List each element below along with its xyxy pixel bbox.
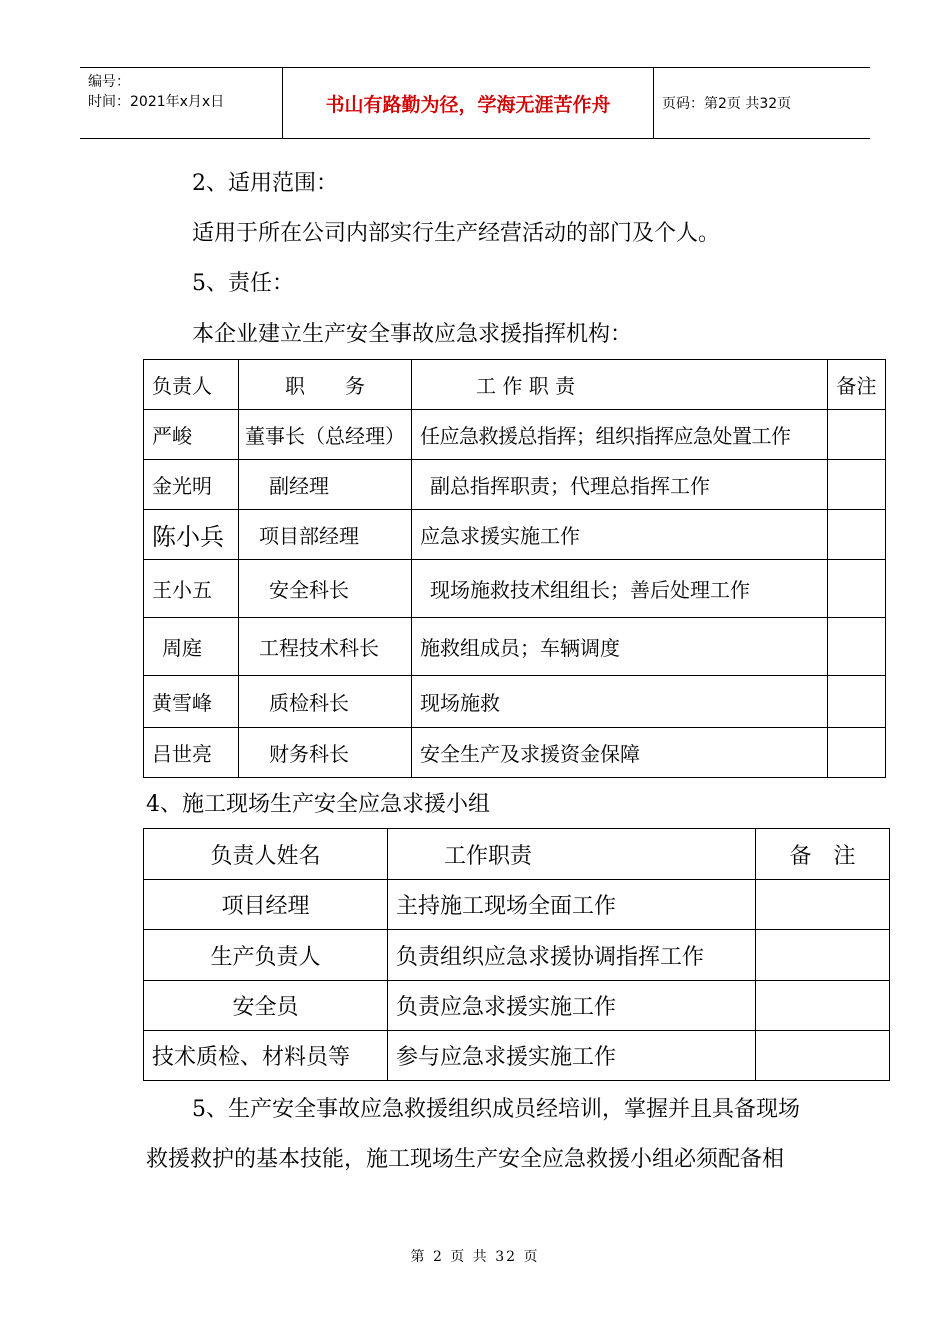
table-row — [144, 728, 886, 778]
table-cell: 副经理 — [239, 460, 412, 510]
table-cell: 吕世亮 — [144, 728, 239, 778]
table-cell: 施救组成员；车辆调度 — [412, 618, 828, 676]
table-cell — [828, 410, 886, 460]
table-cell: 质检科长 — [239, 676, 412, 728]
table-header-row — [144, 829, 890, 880]
table-cell: 参与应急求援实施工作 — [388, 1031, 756, 1081]
table-cell: 财务科长 — [239, 728, 412, 778]
rescue-team-heading: 4、施工现场生产安全应急求援小组 — [146, 792, 490, 817]
table-cell: 安全科长 — [239, 560, 412, 618]
page-header — [80, 67, 870, 139]
table-cell — [828, 510, 886, 560]
header-motto: 书山有路勤为径，学海无涯苦作舟 — [282, 68, 654, 138]
table-row — [144, 880, 890, 930]
header-cell: 备 注 — [756, 829, 890, 880]
table-cell: 黄雪峰 — [144, 676, 239, 728]
document-number-label: 编号： — [88, 74, 130, 90]
table-cell — [756, 880, 890, 930]
table-cell: 负责应急求援实施工作 — [388, 981, 756, 1031]
table-cell: 董事长（总经理） — [239, 410, 412, 460]
table-cell — [828, 676, 886, 728]
header-page-info: 页码：第2页 共32页 — [662, 96, 792, 112]
table-cell: 安全员 — [144, 981, 388, 1031]
section-responsibility-heading: 5、责任： — [192, 271, 294, 296]
scope-text: 适用于所在公司内部实行生产经营活动的部门及个人。 — [192, 221, 721, 246]
table-cell: 安全生产及求援资金保障 — [412, 728, 828, 778]
table-cell — [756, 930, 890, 981]
table-cell: 工程技术科长 — [239, 618, 412, 676]
table-cell — [828, 460, 886, 510]
page-footer: 第 2 页 共 32 页 — [410, 1249, 540, 1265]
table-cell: 陈小兵 — [144, 510, 239, 560]
command-structure-table — [143, 359, 886, 778]
table-cell: 金光明 — [144, 460, 239, 510]
table-cell — [828, 618, 886, 676]
table-cell — [756, 1031, 890, 1081]
table-row — [144, 1031, 890, 1081]
table-cell: 主持施工现场全面工作 — [388, 880, 756, 930]
header-cell: 备注 — [828, 360, 886, 410]
table-cell: 项目部经理 — [239, 510, 412, 560]
header-cell: 工作职责 — [388, 829, 756, 880]
table-cell — [828, 560, 886, 618]
header-cell: 负责人 — [144, 360, 239, 410]
table-row — [144, 510, 886, 560]
table-cell: 任应急救援总指挥；组织指挥应急处置工作 — [412, 410, 828, 460]
table-cell — [756, 981, 890, 1031]
table-cell: 副总指挥职责；代理总指挥工作 — [412, 460, 828, 510]
table-cell: 周庭 — [144, 618, 239, 676]
table-cell: 现场施救技术组组长；善后处理工作 — [412, 560, 828, 618]
table-row — [144, 930, 890, 981]
section-scope-heading: 2、适用范围： — [192, 171, 338, 196]
table-row — [144, 460, 886, 510]
table-cell: 负责组织应急求援协调指挥工作 — [388, 930, 756, 981]
document-time-label: 时间：2021年x月x日 — [88, 94, 225, 110]
table-cell: 严峻 — [144, 410, 239, 460]
header-cell: 职 务 — [239, 360, 412, 410]
table-row — [144, 981, 890, 1031]
table-cell: 应急求援实施工作 — [412, 510, 828, 560]
header-cell: 负责人姓名 — [144, 829, 388, 880]
header-meta — [88, 72, 224, 112]
rescue-team-table — [143, 828, 890, 1081]
table-header-row — [144, 360, 886, 410]
table-row — [144, 618, 886, 676]
header-cell: 工 作 职 责 — [412, 360, 828, 410]
command-structure-intro: 本企业建立生产安全事故应急求援指挥机构： — [192, 322, 633, 347]
training-paragraph-line1: 5、生产安全事故应急救援组织成员经培训，掌握并且具备现场 — [192, 1097, 800, 1122]
table-cell: 生产负责人 — [144, 930, 388, 981]
table-cell: 技术质检、材料员等 — [144, 1031, 388, 1081]
table-cell: 现场施救 — [412, 676, 828, 728]
table-row — [144, 676, 886, 728]
table-cell: 项目经理 — [144, 880, 388, 930]
table-cell — [828, 728, 886, 778]
training-paragraph-line2: 救援救护的基本技能，施工现场生产安全应急救援小组必须配备相 — [146, 1147, 785, 1172]
table-row — [144, 560, 886, 618]
table-row — [144, 410, 886, 460]
table-cell: 王小五 — [144, 560, 239, 618]
